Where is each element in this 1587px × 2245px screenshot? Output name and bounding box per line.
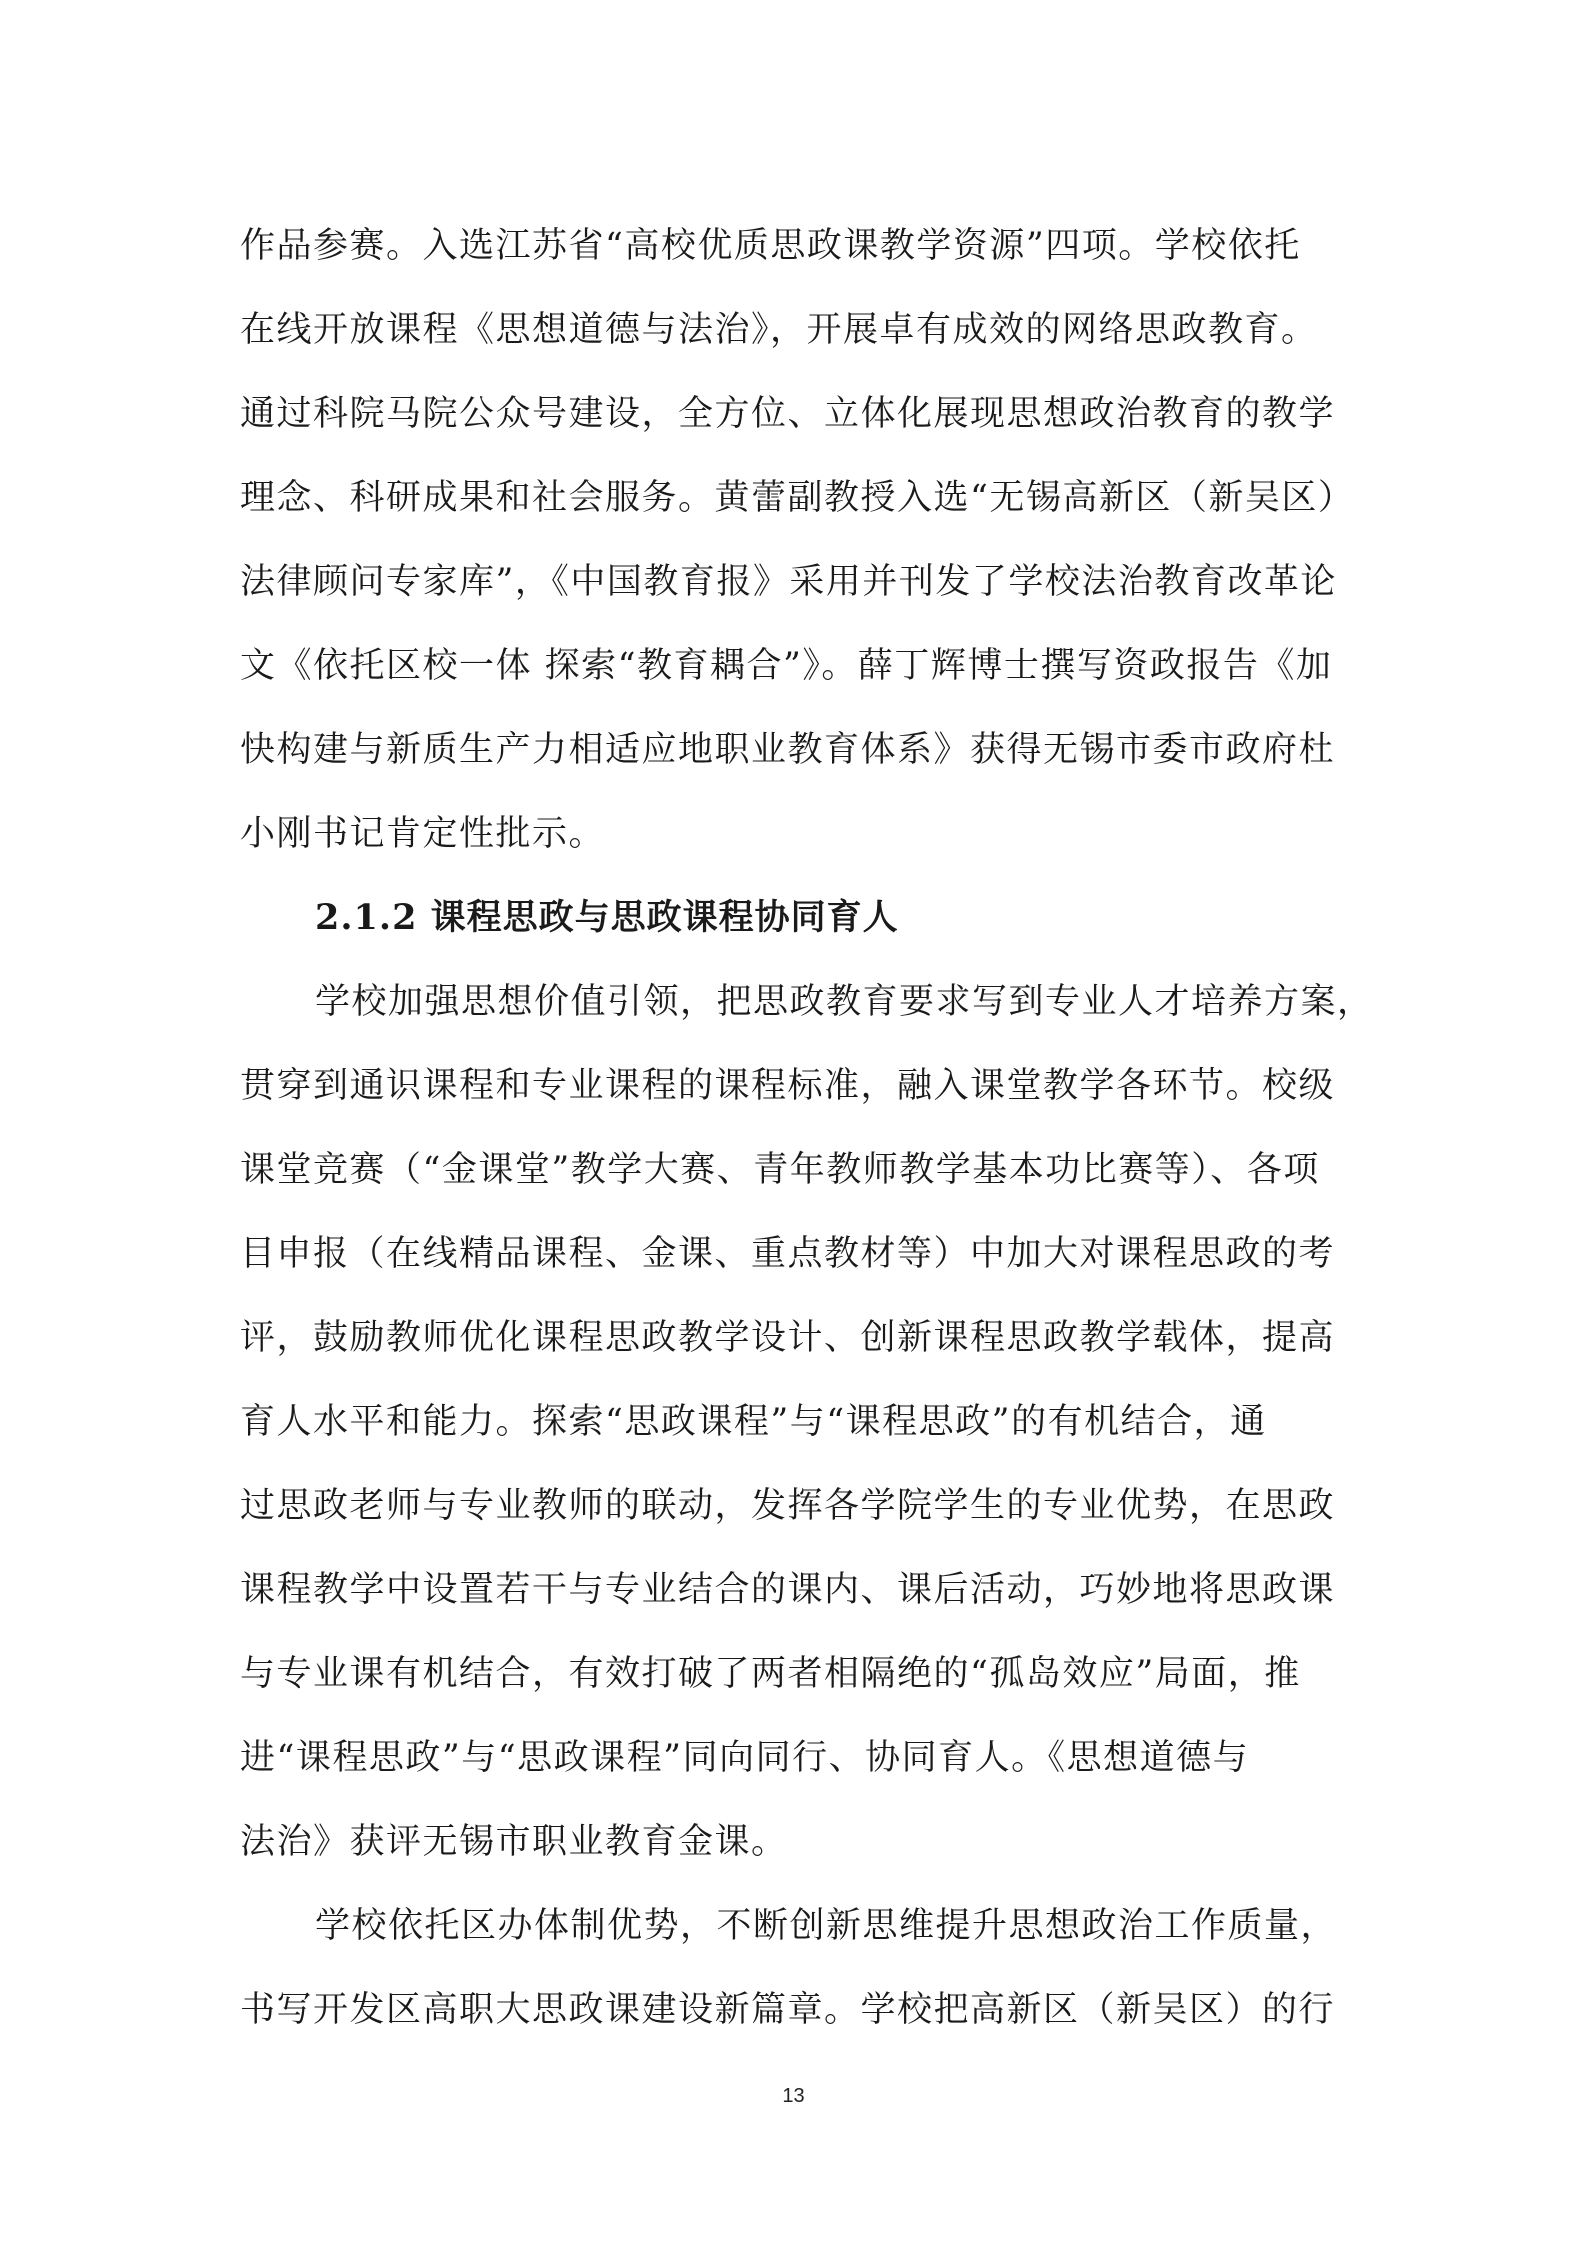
paragraph-line: 育人水平和能力。探索“思政课程”与“课程思政”的有机结合，通 xyxy=(240,1402,1267,1442)
section-heading: 2.1.2 课程思政与思政课程协同育人 xyxy=(315,897,899,938)
paragraph-line: 学校加强思想价值引领，把思政教育要求写到专业人才培养方案， xyxy=(315,982,1374,1022)
paragraph-line: 理念、科研成果和社会服务。黄蕾副教授入选“无锡高新区（新吴区） xyxy=(240,478,1355,518)
paragraph-line: 贯穿到通识课程和专业课程的课程标准，融入课堂教学各环节。校级 xyxy=(240,1066,1336,1106)
paragraph-line: 法律顾问专家库”，《中国教育报》采用并刊发了学校法治教育改革论 xyxy=(240,562,1337,602)
page-number: 13 xyxy=(782,2085,805,2107)
paragraph-line: 文《依托区校一体 探索“教育耦合”》。薛丁辉博士撰写资政报告《加 xyxy=(240,646,1333,686)
paragraph-line: 书写开发区高职大思政课建设新篇章。学校把高新区（新吴区）的行 xyxy=(240,1990,1336,2030)
paragraph-line: 小刚书记肯定性批示。 xyxy=(240,814,606,854)
paragraph-line: 与专业课有机结合，有效打破了两者相隔绝的“孤岛效应”局面，推 xyxy=(240,1654,1301,1694)
paragraph-line: 评，鼓励教师优化课程思政教学设计、创新课程思政教学载体，提高 xyxy=(240,1318,1336,1358)
paragraph-line: 目申报（在线精品课程、金课、重点教材等）中加大对课程思政的考 xyxy=(240,1234,1336,1274)
paragraph-line: 课程教学中设置若干与专业结合的课内、课后活动，巧妙地将思政课 xyxy=(240,1570,1336,1610)
paragraph-line: 快构建与新质生产力相适应地职业教育体系》获得无锡市委市政府杜 xyxy=(240,730,1336,770)
paragraph-line: 进“课程思政”与“思政课程”同向同行、协同育人。《思想道德与 xyxy=(240,1738,1250,1778)
paragraph-line: 过思政老师与专业教师的联动，发挥各学院学生的专业优势，在思政 xyxy=(240,1486,1336,1526)
paragraph-line: 在线开放课程《思想道德与法治》，开展卓有成效的网络思政教育。 xyxy=(240,310,1318,350)
paragraph-line: 课堂竞赛（“金课堂”教学大赛、青年教师教学基本功比赛等）、各项 xyxy=(240,1150,1320,1190)
paragraph-line: 作品参赛。入选江苏省“高校优质思政课教学资源”四项。学校依托 xyxy=(240,226,1301,266)
paragraph-line: 通过科院马院公众号建设，全方位、立体化展现思想政治教育的教学 xyxy=(240,394,1336,434)
paragraph-line: 法治》获评无锡市职业教育金课。 xyxy=(240,1822,788,1862)
paragraph-line: 学校依托区办体制优势，不断创新思维提升思想政治工作质量， xyxy=(315,1906,1338,1946)
